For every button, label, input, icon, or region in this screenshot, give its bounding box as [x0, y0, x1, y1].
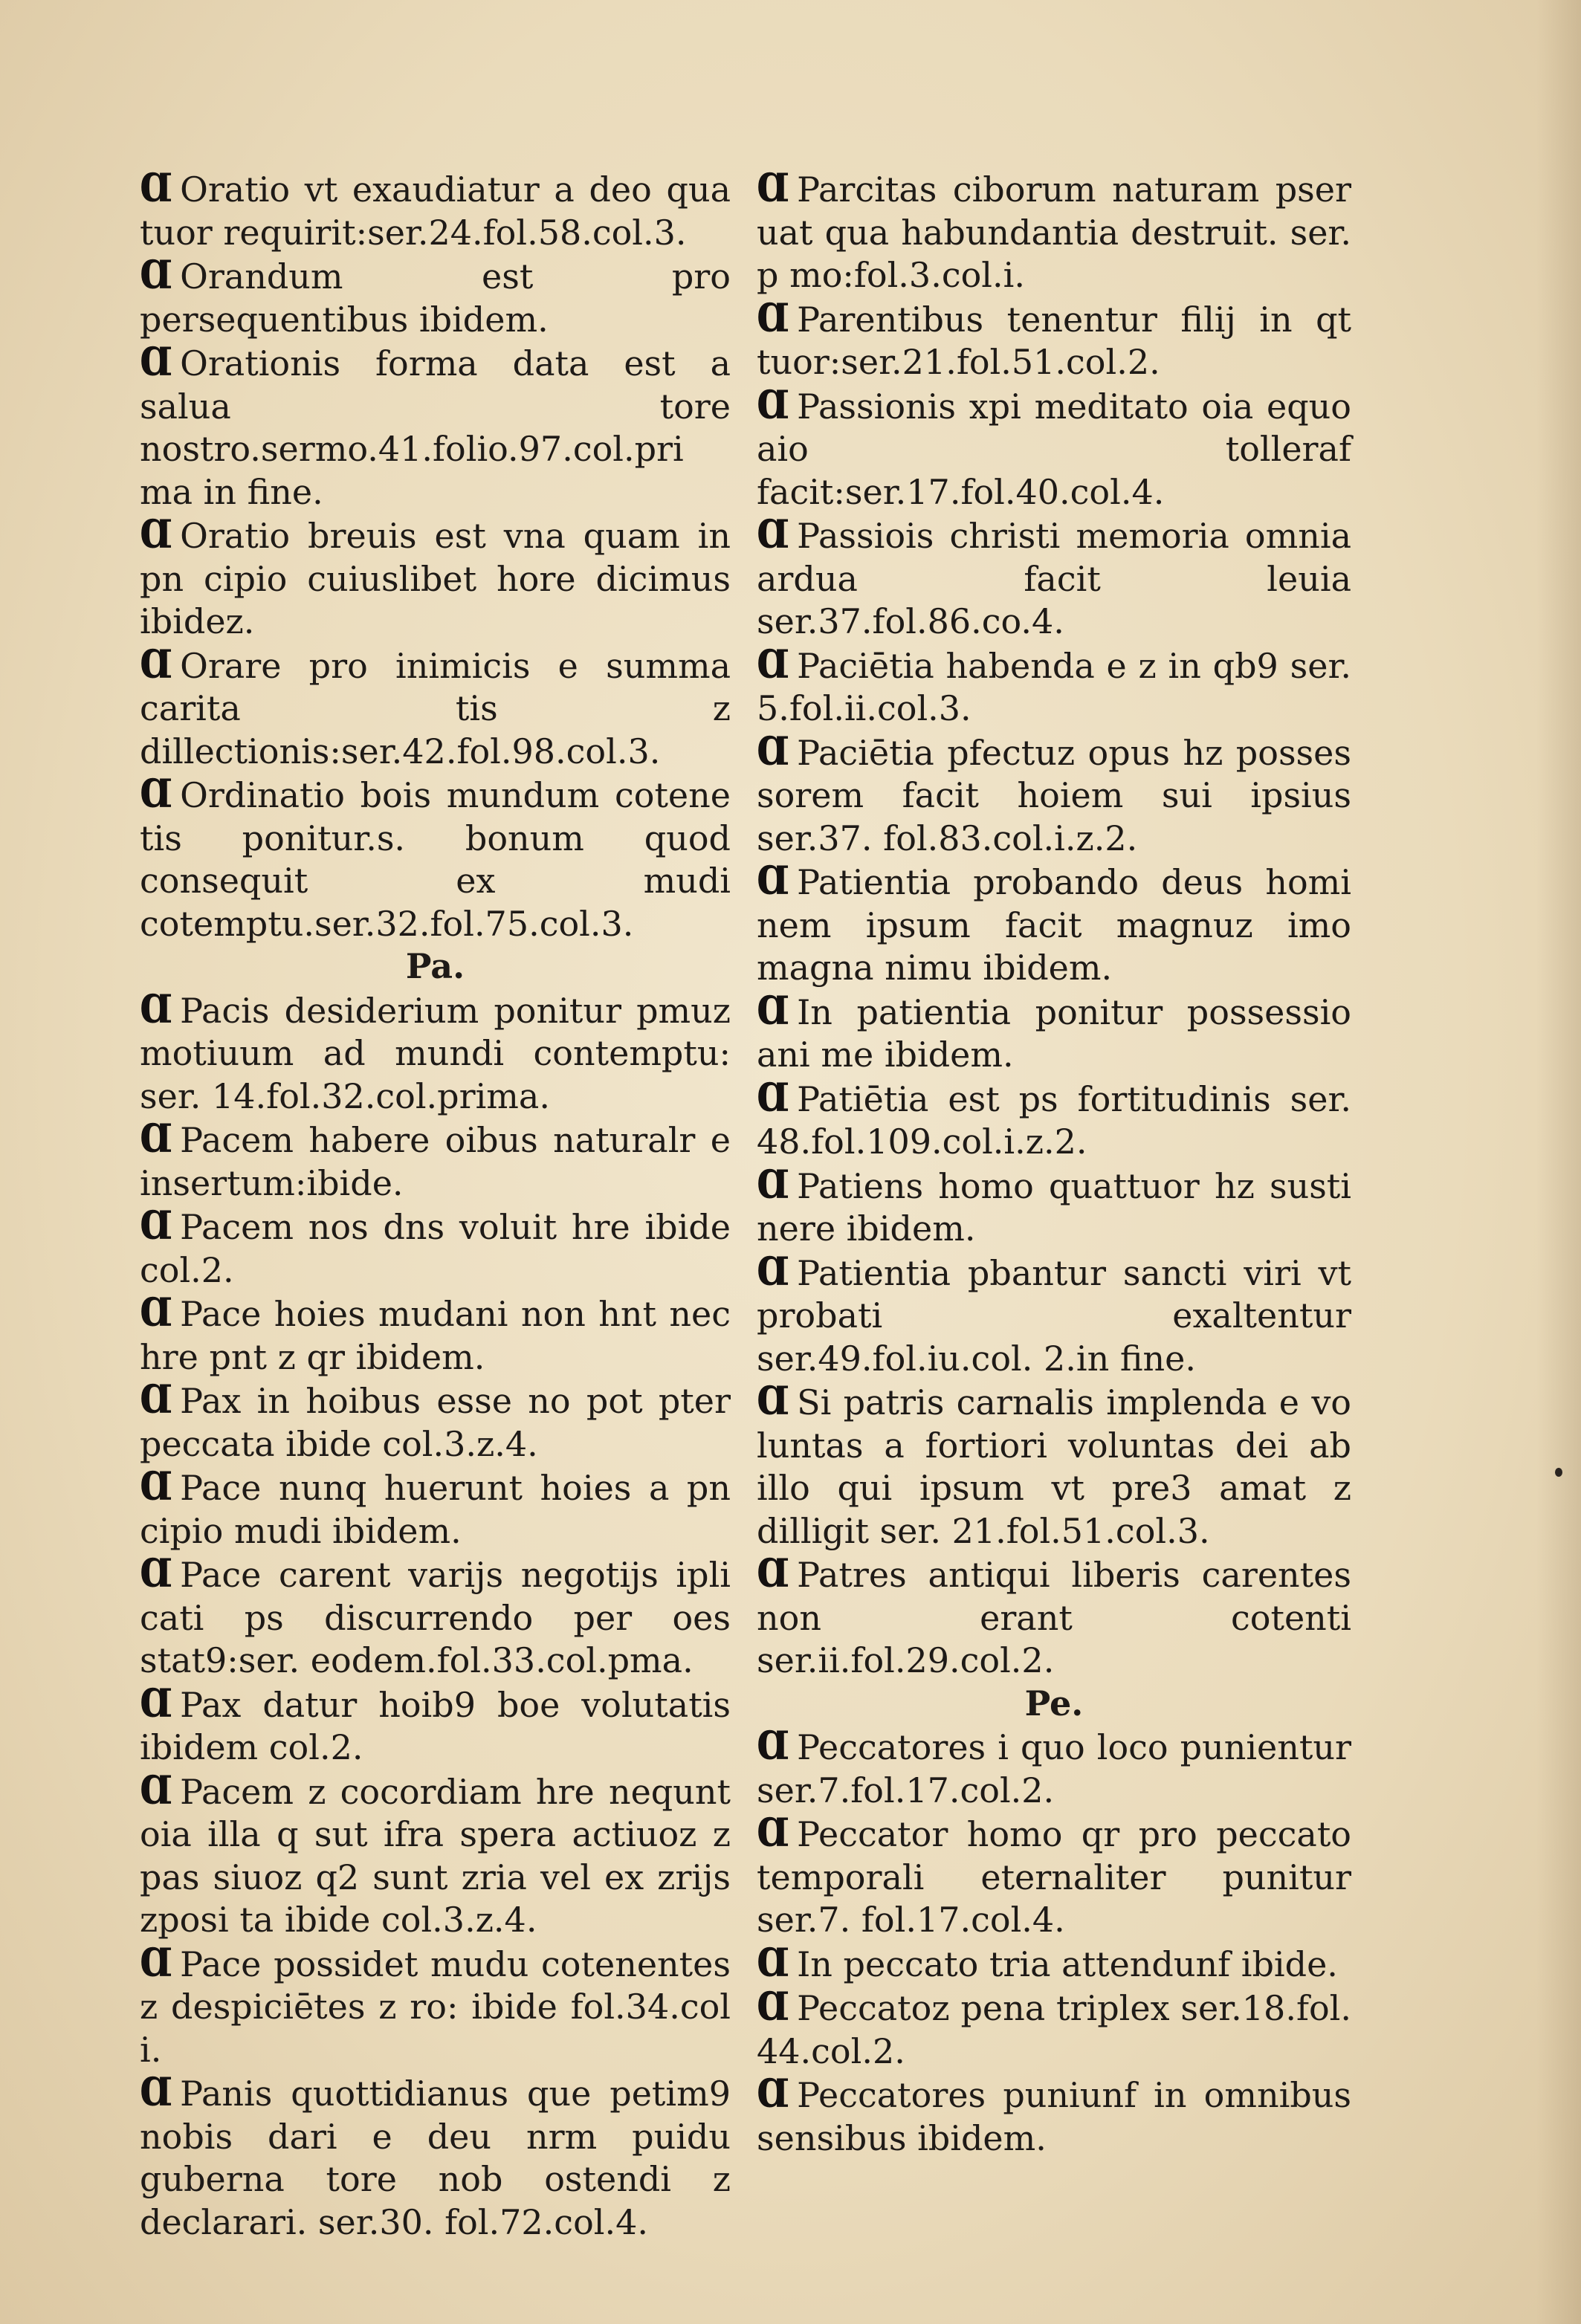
- index-entry: [757, 514, 1351, 644]
- paragraph-mark-icon: Ɑ: [757, 728, 790, 774]
- entry-text: Patientia probando deus homi nem ipsum facit magnuz imo magna nimu ibidem.: [757, 862, 1351, 988]
- entry-text: Passiois christi memoria omnia ardua facit leuia ser.37.fol.86.co.4.: [757, 516, 1351, 641]
- index-entry: [757, 1812, 1351, 1942]
- entry-text: In patientia ponitur possessio ani me ibidem.: [757, 991, 1351, 1075]
- paragraph-mark-icon: Ɑ: [757, 2071, 790, 2117]
- index-entry: [140, 773, 731, 945]
- paragraph-mark-icon: Ɑ: [140, 512, 173, 557]
- page-edge-shadow: [1536, 0, 1581, 2324]
- paragraph-mark-icon: Ɑ: [140, 2070, 173, 2115]
- entry-text: In peccato tria attendunf ibide.: [797, 1943, 1338, 1984]
- index-entry: [757, 1986, 1351, 2073]
- index-entry: [140, 988, 731, 1119]
- entry-text: Oratio breuis est vna quam in pn cipio cuiuslibet hore dicimus ibidez.: [140, 516, 731, 641]
- index-entry: [757, 384, 1351, 514]
- paragraph-mark-icon: Ɑ: [757, 166, 790, 211]
- index-entry: [757, 1077, 1351, 1164]
- index-entry: [140, 341, 731, 514]
- entry-text: Patientia pbantur sancti viri vt probati exaltentur ser.49.fol.iu.col. 2.in fine.: [757, 1252, 1351, 1379]
- entry-text: Patres antiqui liberis carentes non erant cotenti ser.ii.fol.29.col.2.: [757, 1555, 1351, 1680]
- index-entry: [757, 728, 1351, 861]
- index-entry: [140, 1379, 731, 1466]
- paragraph-mark-icon: Ɑ: [140, 340, 173, 385]
- paragraph-mark-icon: Ɑ: [140, 1116, 173, 1162]
- entry-text: Ordinatio bois mundum cotene tis ponitur.s. bonum quod consequit ex mudi cotemptu.ser.32.fol.75.col.3.: [140, 775, 731, 944]
- index-entry: [140, 2071, 731, 2244]
- paragraph-mark-icon: Ɑ: [757, 858, 790, 904]
- entry-text: Peccator homo qr pro peccato temporali eternaliter punitur ser.7. fol.17.col.4.: [757, 1814, 1351, 1940]
- paragraph-mark-icon: Ɑ: [140, 771, 173, 817]
- index-entry: [140, 641, 731, 774]
- entry-text: Pacem nos dns voluit hre ibide col.2.: [140, 1207, 731, 1290]
- paragraph-mark-icon: Ɑ: [757, 1249, 790, 1295]
- paragraph-mark-icon: Ɑ: [757, 988, 790, 1034]
- index-entry: [757, 167, 1351, 297]
- section-heading: Pe.: [1024, 1683, 1084, 1723]
- index-entry: [757, 1380, 1351, 1553]
- entry-text: Orare pro inimicis e summa carita tis z dillectionis:ser.42.fol.98.col.3.: [140, 645, 731, 771]
- paragraph-mark-icon: Ɑ: [140, 1377, 173, 1422]
- left-column: [140, 167, 731, 2244]
- paragraph-mark-icon: Ɑ: [140, 253, 173, 298]
- entry-text: Pax datur hoib9 boe volutatis ibidem col.2.: [140, 1684, 731, 1767]
- index-entry: [757, 1553, 1351, 1683]
- paragraph-mark-icon: Ɑ: [757, 382, 790, 428]
- index-entry: [757, 1251, 1351, 1381]
- paragraph-mark-icon: Ɑ: [757, 641, 790, 687]
- paragraph-mark-icon: Ɑ: [140, 1940, 173, 1986]
- entry-text: Patiētia est ps fortitudinis ser. 48.fol.109.col.i.z.2.: [757, 1078, 1351, 1162]
- entry-text: Pacem habere oibus naturalr e insertum:ibide.: [140, 1120, 731, 1203]
- index-entry: [140, 167, 731, 254]
- index-entry: [757, 860, 1351, 990]
- ink-spot: [1555, 1468, 1562, 1477]
- entry-text: Pace hoies mudani non hnt nec hre pnt z qr ibidem.: [140, 1294, 731, 1377]
- index-entry: [140, 1767, 731, 1942]
- index-entry: [757, 297, 1351, 384]
- paragraph-mark-icon: Ɑ: [757, 1551, 790, 1596]
- paragraph-mark-icon: Ɑ: [757, 512, 790, 557]
- index-entry: [140, 1553, 731, 1683]
- paragraph-mark-icon: Ɑ: [757, 1723, 790, 1769]
- index-entry: [757, 990, 1351, 1077]
- entry-text: Orandum est pro persequentibus ibidem.: [140, 256, 731, 340]
- entry-text: Panis quottidianus que petim9 nobis dari e deu nrm puidu guberna tore nob ostendi z declarari. ser.30. fol.72.col.4.: [140, 2074, 731, 2242]
- index-entry: [140, 514, 731, 644]
- entry-text: Paciētia pfectuz opus hz posses sorem facit hoiem sui ipsius ser.37. fol.83.col.i.z.2.: [757, 732, 1351, 858]
- paragraph-mark-icon: Ɑ: [757, 1075, 790, 1121]
- entry-text: Pace possidet mudu cotenentes z despiciētes z ro: ibide fol.34.col i.: [140, 1943, 731, 2070]
- paragraph-mark-icon: Ɑ: [757, 295, 790, 341]
- entry-text: Pace carent varijs negotijs ipli cati ps discurrendo per oes stat9:ser. eodem.fol.33.col.pma.: [140, 1555, 731, 1680]
- paragraph-mark-icon: Ɑ: [757, 1940, 790, 1986]
- entry-text: Passionis xpi meditato oia equo aio tolleraf facit:ser.17.fol.40.col.4.: [757, 386, 1351, 512]
- paragraph-mark-icon: Ɑ: [140, 1290, 173, 1336]
- paragraph-mark-icon: Ɑ: [757, 1984, 790, 2030]
- index-entry: [140, 1680, 731, 1770]
- index-entry: [757, 641, 1351, 731]
- index-entry: [140, 1292, 731, 1379]
- paragraph-mark-icon: Ɑ: [140, 1551, 173, 1596]
- right-column: [757, 167, 1351, 2160]
- entry-text: Paciētia habenda e z in qb9 ser. 5.fol.ii.col.3.: [757, 645, 1351, 728]
- section-heading: Pa.: [405, 946, 465, 986]
- index-entry: [140, 1205, 731, 1292]
- index-entry: [140, 1466, 731, 1553]
- paragraph-mark-icon: Ɑ: [140, 1464, 173, 1509]
- entry-text: Patiens homo quattuor hz susti nere ibidem.: [757, 1165, 1351, 1249]
- index-entry: [140, 1118, 731, 1205]
- entry-text: Pax in hoibus esse no pot pter peccata ibide col.3.z.4.: [140, 1381, 731, 1464]
- paragraph-mark-icon: Ɑ: [757, 1162, 790, 1208]
- paragraph-mark-icon: Ɑ: [140, 1767, 173, 1813]
- index-entry: [757, 1942, 1351, 1987]
- paragraph-mark-icon: Ɑ: [140, 166, 173, 211]
- paragraph-mark-icon: Ɑ: [757, 1379, 790, 1424]
- index-entry: [140, 254, 731, 341]
- paragraph-mark-icon: Ɑ: [757, 1810, 790, 1856]
- paragraph-mark-icon: Ɑ: [140, 986, 173, 1032]
- index-entry: [140, 1942, 731, 2072]
- entry-text: Peccatores puniunf in omnibus sensibus ibidem.: [757, 2075, 1351, 2158]
- entry-text: Peccatoz pena triplex ser.18.fol. 44.col.2.: [757, 1988, 1351, 2071]
- entry-text: Pacem z cocordiam hre nequnt oia illa q sut ifra spera actiuoz z pas siuoz q2 sunt zria vel ex zrijs zposi ta ibide col.3.z.4.: [140, 1771, 731, 1940]
- entry-text: Pace nunq huerunt hoies a pn cipio mudi ibidem.: [140, 1468, 731, 1551]
- index-entry: [757, 1725, 1351, 1812]
- entry-text: Pacis desiderium ponitur pmuz motiuum ad mundi contemptu: ser. 14.fol.32.col.prima.: [140, 990, 731, 1116]
- paragraph-mark-icon: Ɑ: [140, 641, 173, 687]
- entry-text: Oratio vt exaudiatur a deo qua tuor requirit:ser.24.fol.58.col.3.: [140, 169, 731, 253]
- index-entry: [757, 1164, 1351, 1251]
- paragraph-mark-icon: Ɑ: [140, 1680, 173, 1726]
- entry-text: Parcitas ciborum naturam pser uat qua habundantia destruit. ser. p mo:fol.3.col.i.: [757, 169, 1351, 295]
- index-entry: [757, 2073, 1351, 2160]
- entry-text: Si patris carnalis implenda e vo luntas a fortiori voluntas dei ab illo qui ipsum vt pre3 amat z dilligit ser. 21.fol.51.col.3.: [757, 1382, 1351, 1551]
- entry-text: Orationis forma data est a salua tore nostro.sermo.41.folio.97.col.pri ma in fine.: [140, 343, 731, 512]
- paragraph-mark-icon: Ɑ: [140, 1203, 173, 1249]
- entry-text: Parentibus tenentur filij in qt tuor:ser.21.fol.51.col.2.: [757, 299, 1351, 382]
- entry-text: Peccatores i quo loco punientur ser.7.fol.17.col.2.: [757, 1727, 1351, 1810]
